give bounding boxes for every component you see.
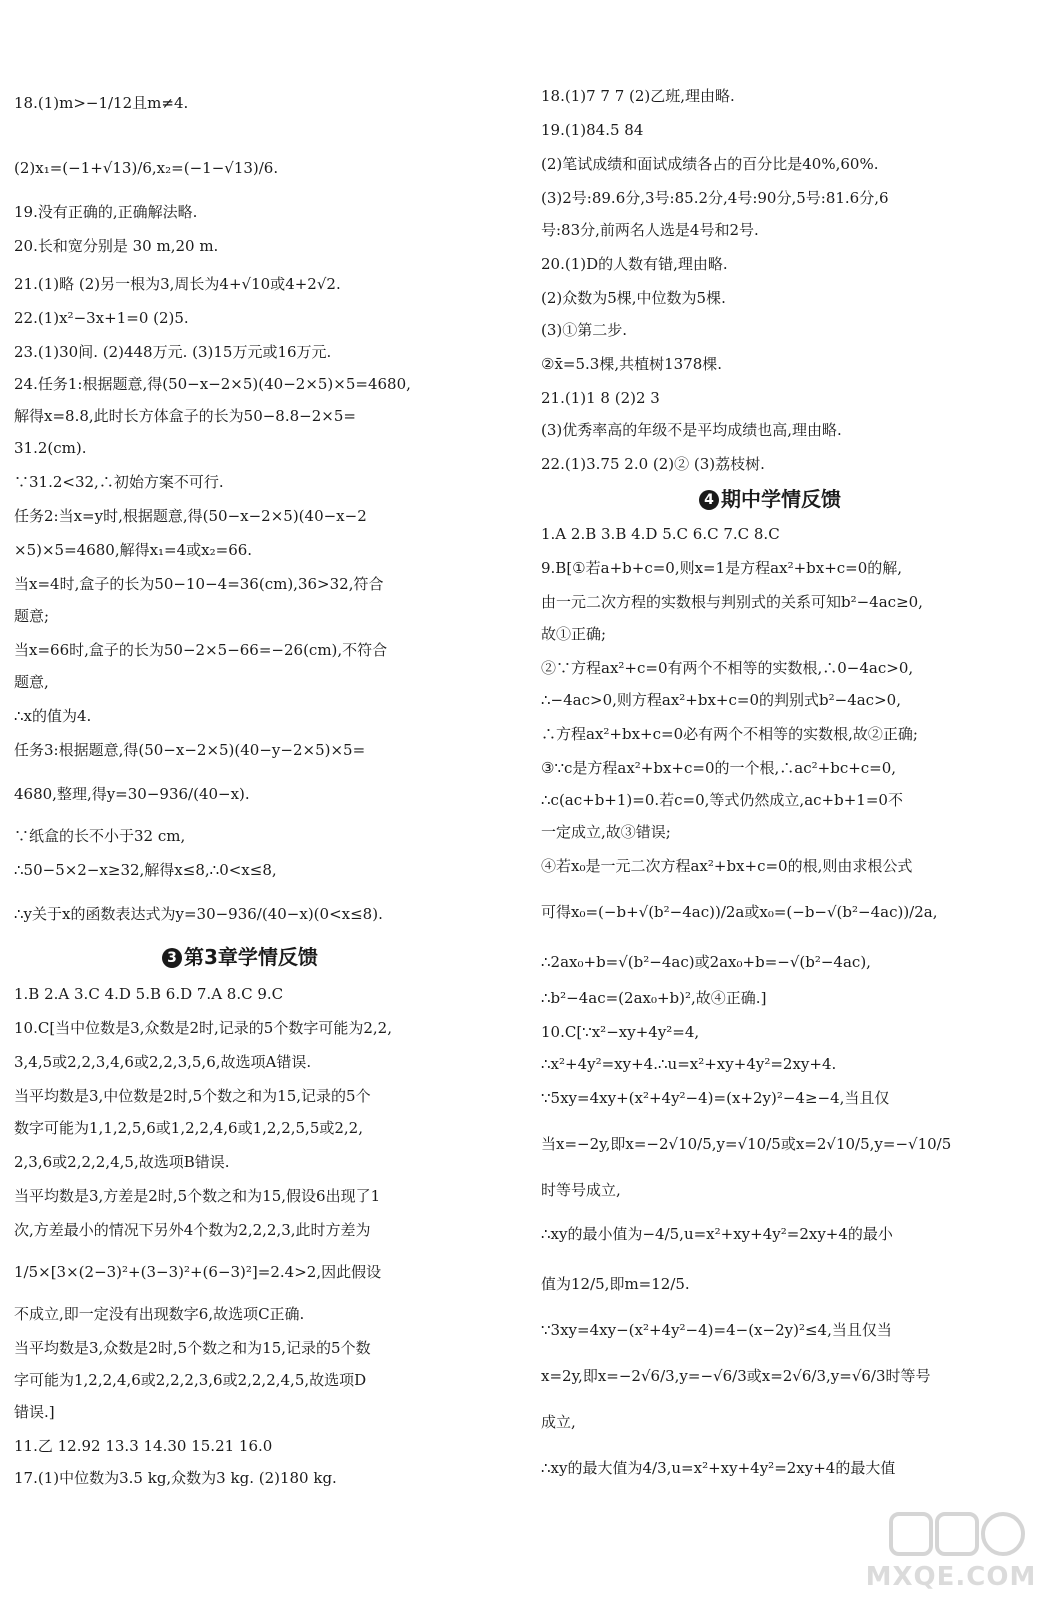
answer-line: 当平均数是3,中位数是2时,5个数之和为15,记录的5个 bbox=[14, 1087, 371, 1105]
answer-line: 20.(1)D的人数有错,理由略. bbox=[541, 255, 728, 273]
answer-line: ∵31.2<32,∴初始方案不可行. bbox=[14, 473, 224, 491]
section-title: 第3章学情反馈 bbox=[184, 945, 318, 969]
answer-line: ∵纸盒的长不小于32 cm, bbox=[14, 827, 186, 845]
answer-line: 任务3:根据题意,得(50−x−2×5)(40−y−2×5)×5= bbox=[14, 741, 366, 759]
answer-line: 可得x₀=(−b+√(b²−4ac))/2a或x₀=(−b−√(b²−4ac))/2a, bbox=[541, 903, 938, 921]
answer-line: (3)①第二步. bbox=[541, 321, 628, 339]
watermark-text: MXQE.COM bbox=[865, 1562, 1037, 1592]
answer-line: 当平均数是3,众数是2时,5个数之和为15,记录的5个数 bbox=[14, 1339, 371, 1357]
answer-line: 字可能为1,2,2,4,6或2,2,2,3,6或2,2,2,4,5,故选项D bbox=[14, 1371, 367, 1389]
answer-line: 20.长和宽分别是 30 m,20 m. bbox=[14, 237, 219, 255]
answer-line: 3,4,5或2,2,3,4,6或2,2,3,5,6,故选项A错误. bbox=[14, 1053, 312, 1071]
answer-line: 错误.] bbox=[14, 1403, 55, 1421]
answer-line: ②∵方程ax²+c=0有两个不相等的实数根,∴0−4ac>0, bbox=[541, 659, 914, 677]
answer-line: 当x=4时,盒子的长为50−10−4=36(cm),36>32,符合 bbox=[14, 575, 384, 593]
answer-line: 题意; bbox=[14, 607, 50, 625]
answer-line: 题意, bbox=[14, 673, 49, 691]
answer-line: 值为12/5,即m=12/5. bbox=[541, 1275, 690, 1293]
answer-line: 成立, bbox=[541, 1413, 576, 1431]
watermark-seal-icon bbox=[851, 1508, 1051, 1564]
watermark-logo bbox=[851, 1508, 1051, 1594]
answer-line: 31.2(cm). bbox=[14, 439, 87, 457]
answer-line: ∴2ax₀+b=√(b²−4ac)或2ax₀+b=−√(b²−4ac), bbox=[541, 953, 871, 971]
answer-line: 1/5×[3×(2−3)²+(3−3)²+(6−3)²]=2.4>2,因此假设 bbox=[14, 1263, 382, 1281]
section-number-badge: 3 bbox=[162, 948, 182, 968]
answer-line: 23.(1)30间. (2)448万元. (3)15万元或16万元. bbox=[14, 343, 332, 361]
answer-line: 19.(1)84.5 84 bbox=[541, 121, 644, 139]
answer-line: 不成立,即一定没有出现数字6,故选项C正确. bbox=[14, 1305, 305, 1323]
answer-line: 21.(1)略 (2)另一根为3,周长为4+√10或4+2√2. bbox=[14, 275, 341, 293]
answer-line: 当x=66时,盒子的长为50−2×5−66=−26(cm),不符合 bbox=[14, 641, 388, 659]
section-heading-midterm bbox=[699, 486, 841, 512]
answer-line: 一定成立,故③错误; bbox=[541, 823, 671, 841]
answer-line: (3)优秀率高的年级不是平均成绩也高,理由略. bbox=[541, 421, 842, 439]
answer-line: 24.任务1:根据题意,得(50−x−2×5)(40−2×5)×5=4680, bbox=[14, 375, 411, 393]
answer-line: ∴x²+4y²=xy+4.∴u=x²+xy+4y²=2xy+4. bbox=[541, 1055, 837, 1073]
answer-line: 1.B 2.A 3.C 4.D 5.B 6.D 7.A 8.C 9.C bbox=[14, 985, 284, 1003]
answer-line: x=2y,即x=−2√6/3,y=−√6/3或x=2√6/3,y=√6/3时等号 bbox=[541, 1367, 931, 1385]
answer-line: 11.乙 12.92 13.3 14.30 15.21 16.0 bbox=[14, 1437, 273, 1455]
answer-line: 21.(1)1 8 (2)2 3 bbox=[541, 389, 660, 407]
answer-line: (2)x₁=(−1+√13)/6,x₂=(−1−√13)/6. bbox=[14, 159, 279, 177]
answer-line: 10.C[∵x²−xy+4y²=4, bbox=[541, 1023, 700, 1041]
answer-line: 数字可能为1,1,2,5,6或1,2,2,4,6或1,2,2,5,5或2,2, bbox=[14, 1119, 363, 1137]
answer-line: ④若x₀是一元二次方程ax²+bx+c=0的根,则由求根公式 bbox=[541, 857, 913, 875]
answer-line: 4680,整理,得y=30−936/(40−x). bbox=[14, 785, 250, 803]
section-number-badge: 4 bbox=[699, 490, 719, 510]
answer-line: ②x̄=5.3棵,共植树1378棵. bbox=[541, 355, 723, 373]
answer-line: ∴c(ac+b+1)=0.若c=0,等式仍然成立,ac+b+1=0不 bbox=[541, 791, 903, 809]
answer-line: ∵5xy=4xy+(x²+4y²−4)=(x+2y)²−4≥−4,当且仅 bbox=[541, 1089, 890, 1107]
answer-line: ∴x的值为4. bbox=[14, 707, 92, 725]
section-title: 期中学情反馈 bbox=[721, 487, 841, 511]
answer-line: ∴xy的最小值为−4/5,u=x²+xy+4y²=2xy+4的最小 bbox=[541, 1225, 893, 1243]
answer-line: ×5)×5=4680,解得x₁=4或x₂=66. bbox=[14, 541, 253, 559]
answer-line: 22.(1)x²−3x+1=0 (2)5. bbox=[14, 309, 189, 327]
answer-line: ③∵c是方程ax²+bx+c=0的一个根,∴ac²+bc+c=0, bbox=[541, 759, 897, 777]
answer-line: 时等号成立, bbox=[541, 1181, 621, 1199]
answer-line: 18.(1)m>−1/12且m≠4. bbox=[14, 94, 189, 112]
answer-line: ∴50−5×2−x≥32,解得x≤8,∴0<x≤8, bbox=[14, 861, 277, 879]
answer-line: 当x=−2y,即x=−2√10/5,y=√10/5或x=2√10/5,y=−√10/5 bbox=[541, 1135, 952, 1153]
answer-line: ∵3xy=4xy−(x²+4y²−4)=4−(x−2y)²≤4,当且仅当 bbox=[541, 1321, 892, 1339]
answer-line: 当平均数是3,方差是2时,5个数之和为15,假设6出现了1 bbox=[14, 1187, 381, 1205]
answer-line: ∴xy的最大值为4/3,u=x²+xy+4y²=2xy+4的最大值 bbox=[541, 1459, 896, 1477]
answer-line: 22.(1)3.75 2.0 (2)② (3)荔枝树. bbox=[541, 455, 765, 473]
answer-line: 次,方差最小的情况下另外4个数为2,2,2,3,此时方差为 bbox=[14, 1221, 371, 1239]
answer-line: 1.A 2.B 3.B 4.D 5.C 6.C 7.C 8.C bbox=[541, 525, 780, 543]
answer-line: ∴方程ax²+bx+c=0必有两个不相等的实数根,故②正确; bbox=[541, 725, 918, 743]
answer-line: 17.(1)中位数为3.5 kg,众数为3 kg. (2)180 kg. bbox=[14, 1469, 337, 1487]
answer-line: 19.没有正确的,正确解法略. bbox=[14, 203, 198, 221]
answer-line: (2)笔试成绩和面试成绩各占的百分比是40%,60%. bbox=[541, 155, 879, 173]
answer-line: 10.C[当中位数是3,众数是2时,记录的5个数字可能为2,2, bbox=[14, 1019, 392, 1037]
answer-line: 18.(1)7 7 7 (2)乙班,理由略. bbox=[541, 87, 735, 105]
answer-line: ∴y关于x的函数表达式为y=30−936/(40−x)(0<x≤8). bbox=[14, 905, 383, 923]
answer-line: 由一元二次方程的实数根与判别式的关系可知b²−4ac≥0, bbox=[541, 593, 923, 611]
section-heading-chapter3 bbox=[162, 944, 318, 970]
answer-line: 故①正确; bbox=[541, 625, 607, 643]
answer-line: 2,3,6或2,2,2,4,5,故选项B错误. bbox=[14, 1153, 230, 1171]
answer-line: 9.B[①若a+b+c=0,则x=1是方程ax²+bx+c=0的解, bbox=[541, 559, 903, 577]
answer-line: 任务2:当x=y时,根据题意,得(50−x−2×5)(40−x−2 bbox=[14, 507, 367, 525]
answer-line: (2)众数为5棵,中位数为5棵. bbox=[541, 289, 726, 307]
answer-line: ∴b²−4ac=(2ax₀+b)²,故④正确.] bbox=[541, 989, 767, 1007]
answer-line: (3)2号:89.6分,3号:85.2分,4号:90分,5号:81.6分,6 bbox=[541, 189, 889, 207]
answer-line: 解得x=8.8,此时长方体盒子的长为50−8.8−2×5= bbox=[14, 407, 356, 425]
answer-line: ∴−4ac>0,则方程ax²+bx+c=0的判别式b²−4ac>0, bbox=[541, 691, 901, 709]
answer-line: 号:83分,前两名人选是4号和2号. bbox=[541, 221, 759, 239]
